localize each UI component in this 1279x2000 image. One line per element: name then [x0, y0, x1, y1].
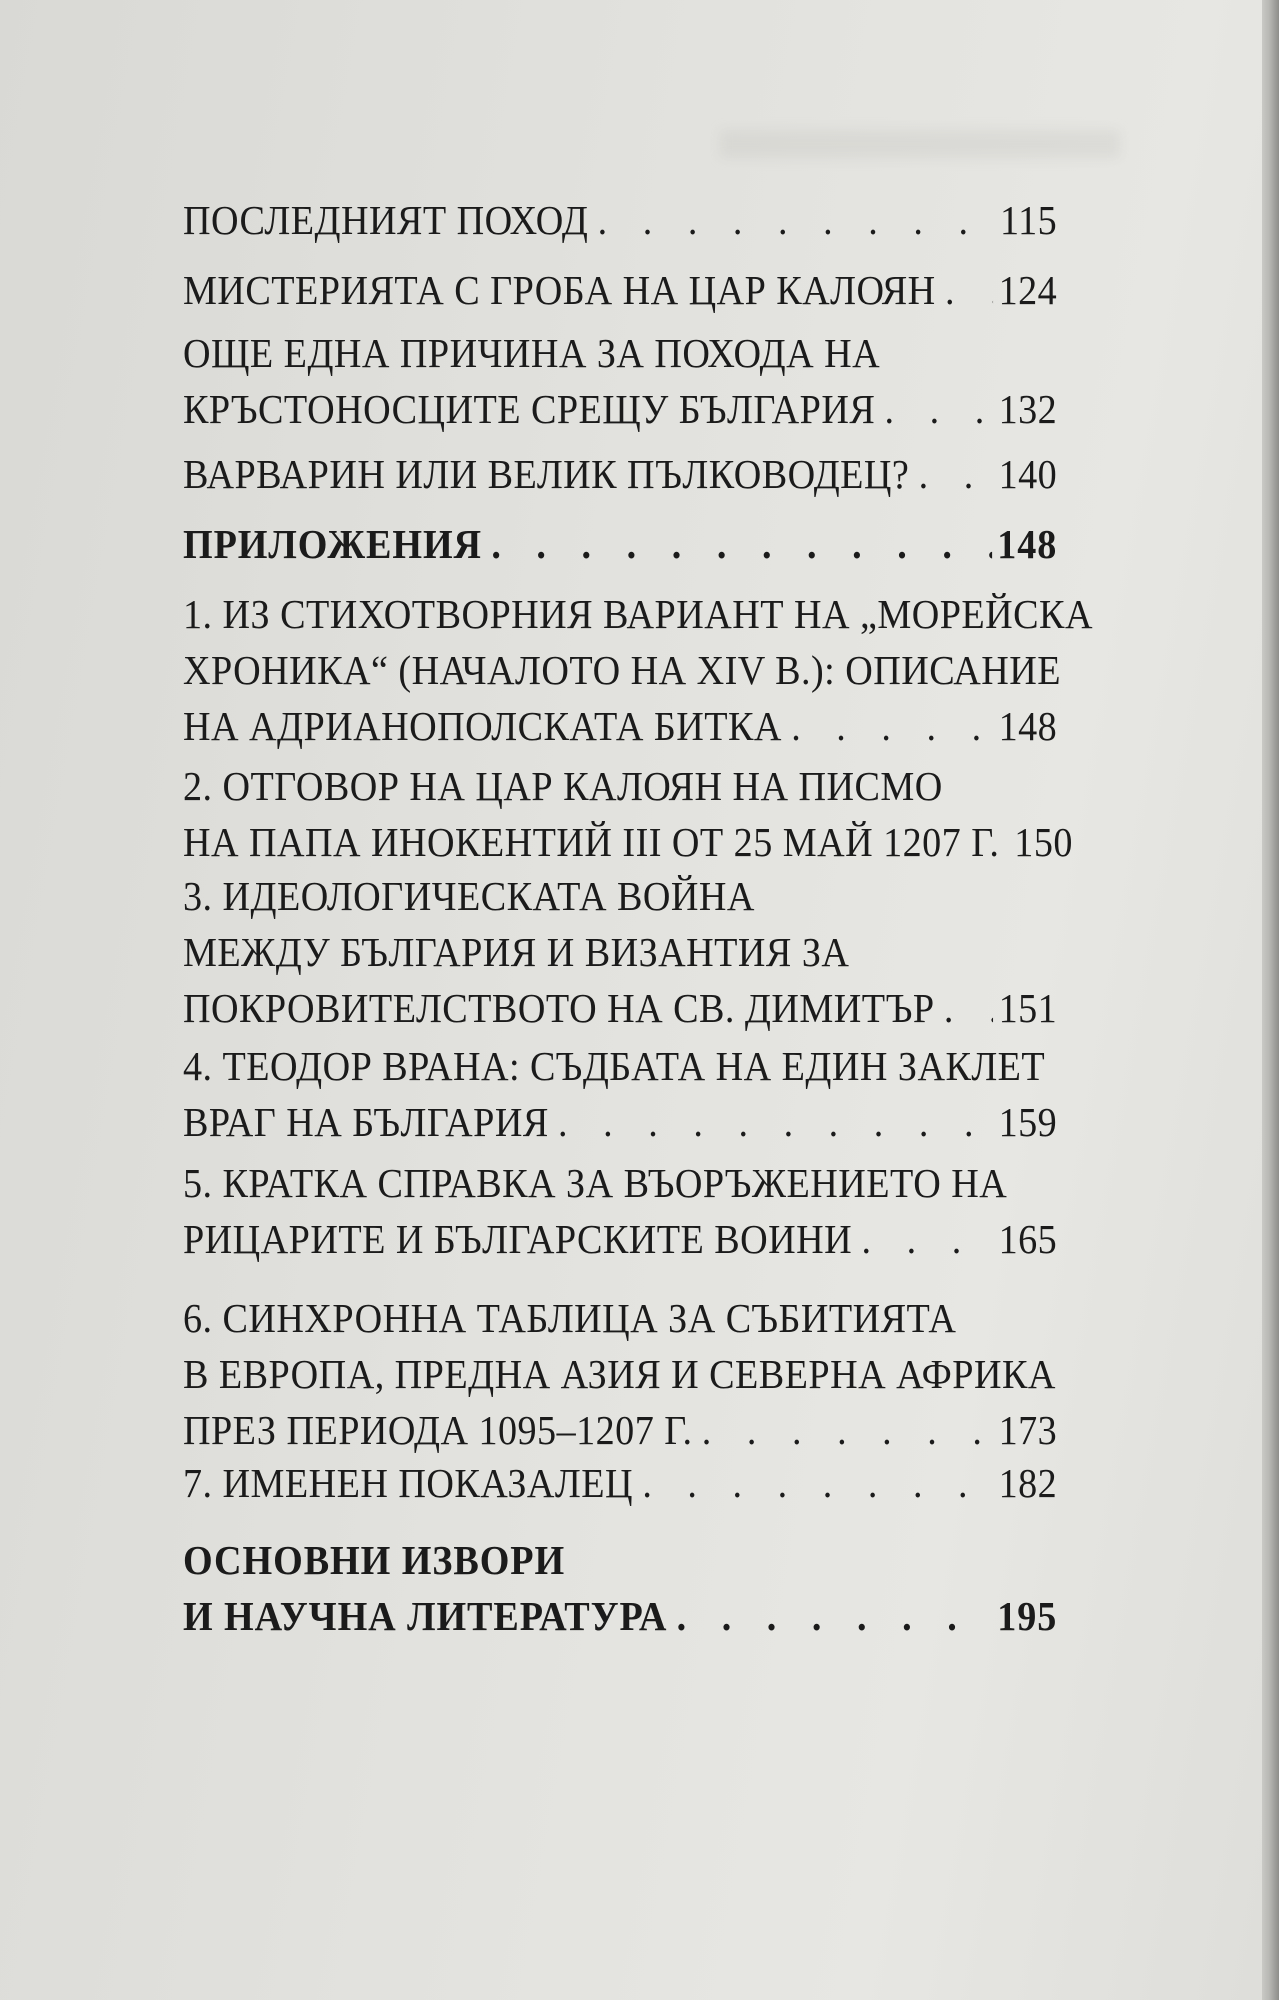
page-number: 124 — [998, 267, 1058, 313]
dot-leader — [598, 192, 995, 248]
toc-entry-title-line: ОСНОВНИ ИЗВОРИ — [183, 1537, 566, 1583]
toc-entry — [183, 192, 1057, 248]
toc-entry-title-line: ВРАГ НА БЪЛГАРИЯ — [183, 1099, 549, 1145]
toc-entry-last-line — [183, 192, 1057, 248]
dot-leader — [944, 980, 993, 1036]
page-number: 115 — [1000, 197, 1058, 243]
dot-leader — [558, 1094, 993, 1150]
toc-entry — [183, 516, 1057, 572]
toc-entry — [183, 1455, 1057, 1511]
dot-leader — [945, 262, 993, 318]
dot-leader — [885, 381, 993, 437]
toc-entry — [183, 1532, 1057, 1644]
dot-leader — [491, 516, 991, 572]
toc-entry — [183, 758, 1073, 870]
toc-entry-title-line: ВАРВАРИН ИЛИ ВЕЛИК ПЪЛКОВОДЕЦ? — [183, 451, 910, 497]
toc-entry-title-line: В ЕВРОПА, ПРЕДНА АЗИЯ И СЕВЕРНА АФРИКА — [183, 1351, 1056, 1397]
dot-leader — [677, 1588, 992, 1644]
dot-leader — [642, 1455, 993, 1511]
toc-entry-title-line: 3. ИДЕОЛОГИЧЕСКАТА ВОЙНА — [183, 873, 755, 919]
toc-entry-last-line — [183, 1402, 1057, 1458]
toc-entry-title-line: НА ПАПА ИНОКЕНТИЙ III ОТ 25 МАЙ 1207 Г. — [183, 819, 1000, 865]
toc-entry-title-line: ПРИЛОЖЕНИЯ — [183, 521, 483, 567]
toc-entry — [183, 1290, 1057, 1458]
dot-leader — [861, 1211, 993, 1267]
toc-entry-title-line: МЕЖДУ БЪЛГАРИЯ И ВИЗАНТИЯ ЗА — [183, 929, 850, 975]
toc-entry — [183, 1038, 1057, 1150]
toc-entry-title-line: РИЦАРИТЕ И БЪЛГАРСКИТЕ ВОИНИ — [183, 1216, 853, 1262]
toc-entry — [183, 262, 1057, 318]
toc-entry-title-line: 2. ОТГОВОР НА ЦАР КАЛОЯН НА ПИСМО — [183, 763, 943, 809]
toc-entry-title-line: ПРЕЗ ПЕРИОДА 1095–1207 Г. — [183, 1407, 693, 1453]
toc-entry-last-line — [183, 814, 1073, 870]
page-number: 150 — [1014, 819, 1073, 865]
toc-entry-title-line: И НАУЧНА ЛИТЕРАТУРА — [183, 1593, 668, 1639]
toc-entry-last-line — [183, 381, 1057, 437]
toc-entry-title-line: НА АДРИАНОПОЛСКАТА БИТКА — [183, 703, 782, 749]
toc-entry-title-line: 1. ИЗ СТИХОТВОРНИЯ ВАРИАНТ НА „МОРЕЙСКА — [183, 591, 1093, 637]
toc-entry-title-line: ХРОНИКА“ (НАЧАЛОТО НА XIV В.): ОПИСАНИЕ — [183, 647, 1061, 693]
toc-entry — [183, 586, 1093, 754]
toc-entry-last-line — [183, 1094, 1057, 1150]
toc-entry-title-line: ПОКРОВИТЕЛСТВОТО НА СВ. ДИМИТЪР — [183, 985, 935, 1031]
toc-entry — [183, 446, 1057, 502]
toc-entry-last-line — [183, 980, 1057, 1036]
toc-entry-last-line — [183, 698, 1057, 754]
toc-entry-last-line — [183, 1455, 1057, 1511]
toc-entry-title-line: ПОСЛЕДНИЯТ ПОХОД — [183, 197, 589, 243]
toc-entry-last-line — [183, 1211, 1057, 1267]
toc-entry — [183, 868, 1057, 1036]
dot-leader — [919, 446, 993, 502]
page-number: 165 — [998, 1216, 1058, 1262]
toc-entry-title-line: 5. КРАТКА СПРАВКА ЗА ВЪОРЪЖЕНИЕТО НА — [183, 1160, 1008, 1206]
toc-entry-last-line — [183, 1588, 1057, 1644]
toc-entry-title-line: МИСТЕРИЯТА С ГРОБА НА ЦАР КАЛОЯН — [183, 267, 936, 313]
toc-entry-title-line: КРЪСТОНОСЦИТЕ СРЕЩУ БЪЛГАРИЯ — [183, 386, 876, 432]
page-number: 182 — [998, 1460, 1058, 1506]
dot-leader — [791, 698, 993, 754]
page-number: 148 — [997, 521, 1058, 567]
page-number: 148 — [998, 703, 1058, 749]
page-number: 195 — [997, 1593, 1058, 1639]
page-edge — [1262, 0, 1279, 2000]
toc-entry-title-line: 6. СИНХРОННА ТАБЛИЦА ЗА СЪБИТИЯТА — [183, 1295, 957, 1341]
toc-entry — [183, 325, 1057, 437]
page-number: 159 — [998, 1099, 1058, 1145]
dot-leader — [702, 1402, 993, 1458]
toc-entry-last-line — [183, 516, 1057, 572]
page-number: 173 — [998, 1407, 1058, 1453]
page-number: 151 — [998, 985, 1058, 1031]
toc-entry-last-line — [183, 262, 1057, 318]
toc-entry-title-line: 4. ТЕОДОР ВРАНА: СЪДБАТА НА ЕДИН ЗАКЛЕТ — [183, 1043, 1046, 1089]
page-number: 140 — [998, 451, 1058, 497]
toc-entry-last-line — [183, 446, 1057, 502]
toc-entry-title-line: 7. ИМЕНЕН ПОКАЗАЛЕЦ — [183, 1460, 634, 1506]
toc-entry-title-line: ОЩЕ ЕДНА ПРИЧИНА ЗА ПОХОДА НА — [183, 330, 881, 376]
page-number: 132 — [998, 386, 1058, 432]
toc-entry — [183, 1155, 1057, 1267]
